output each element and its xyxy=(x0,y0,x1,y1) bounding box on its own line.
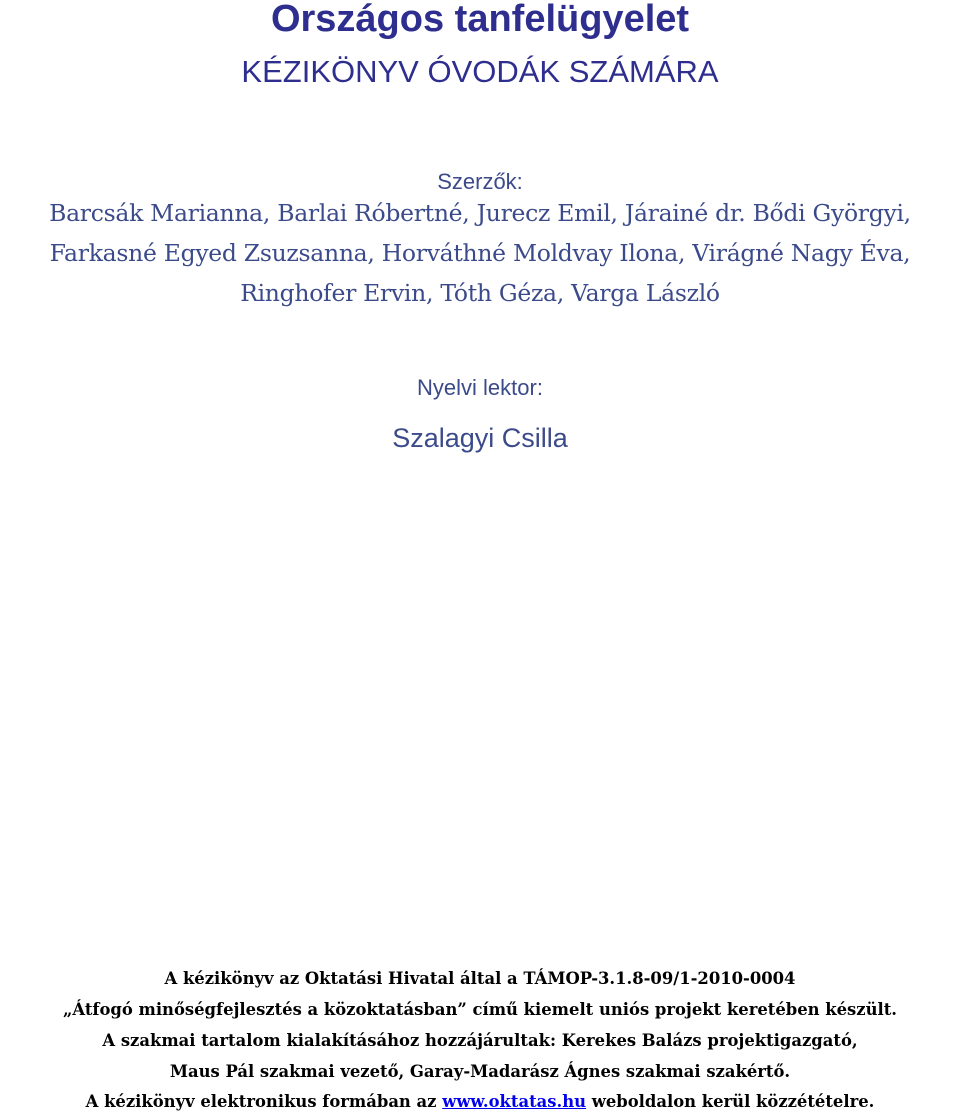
editor-label: Nyelvi lektor: xyxy=(417,375,543,400)
footer-line-5-prefix: A kézikönyv elektronikus formában az xyxy=(85,1092,443,1111)
footer-line-1: A kézikönyv az Oktatási Hivatal által a TÁMOP-3.1.8-09/1-2010-0004 xyxy=(164,969,796,988)
authors-line-1: Barcsák Marianna, Barlai Róbertné, Jurecz Emil, Járainé dr. Bődi Györgyi, xyxy=(49,199,911,227)
footer-line-3: A szakmai tartalom kialakításához hozzájárultak: Kerekes Balázs projektigazgató, xyxy=(102,1031,858,1050)
authors-line-2: Farkasné Egyed Zsuzsanna, Horváthné Moldvay Ilona, Virágné Nagy Éva, xyxy=(49,239,911,267)
footer-line-4: Maus Pál szakmai vezető, Garay-Madarász Ágnes szakmai szakértő. xyxy=(169,1062,791,1081)
footer-line-5 xyxy=(0,1091,960,1113)
footer-line-5-suffix: weboldalon kerül közzétételre. xyxy=(586,1092,875,1111)
editor-name: Szalagyi Csilla xyxy=(392,423,568,453)
footer-line-2: „Átfogó minőségfejlesztés a közoktatásban” című kiemelt uniós projekt keretében készült. xyxy=(62,1000,898,1019)
authors-label: Szerzők: xyxy=(437,169,523,194)
oktatas-website-link[interactable]: www.oktatas.hu xyxy=(442,1092,587,1111)
document-subtitle: KÉZIKÖNYV ÓVODÁK SZÁMÁRA xyxy=(241,54,719,89)
document-title: Országos tanfelügyelet xyxy=(270,0,690,40)
authors-line-3: Ringhofer Ervin, Tóth Géza, Varga László xyxy=(240,279,720,307)
